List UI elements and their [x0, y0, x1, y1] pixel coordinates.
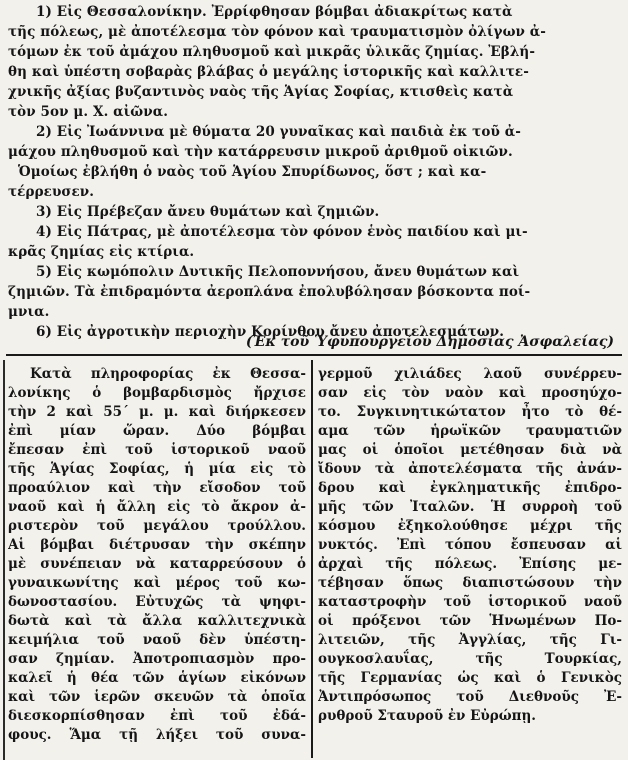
column-line: λονίκης ὁ βομβαρδισμὸς ἤρχισε	[8, 385, 306, 401]
list-item-2-line: 2) Εἰς Ἰωάννινα μὲ θύματα 20 γυναῖκας καὶ παιδιὰ ἐκ τοῦ ἀ-	[36, 124, 521, 140]
list-item-1-line: τῆς πόλεως, μὲ ἀποτέλεσμα τὸν φόνον καὶ τραυματισμὸν ὀλίγων ἀ-	[8, 24, 546, 40]
column-line: καλεῖ ἡ θέα τῶν ἁγίων εἰκόνων	[8, 670, 306, 686]
list-item-5-line: 5) Εἰς κωμόπολιν Δυτικῆς Πελοποννήσου, ἄνευ θυμάτων καὶ	[36, 264, 520, 280]
column-line: τέβησαν ὅπως διαπιστώσουν τὴν	[318, 575, 622, 591]
column-line: μῆς τῶν Ἰταλῶν. Ἡ συρροὴ τοῦ	[318, 499, 622, 515]
source-attribution: (Ἐκ τοῦ Ὑφυπουργείου Δημοσίας Ἀσφαλείας)	[245, 334, 614, 350]
column-line: Ἀντιπρόσωπος τοῦ Διεθνοῦς Ἐ-	[318, 689, 622, 705]
column-line: ναοῦ καὶ ἡ ἄλλη εἰς τὸ ἄκρον ἀ-	[8, 499, 306, 515]
list-item-3-line: 3) Εἰς Πρέβεζαν ἄνευ θυμάτων καὶ ζημιῶν.	[36, 204, 380, 220]
column-line: Κατὰ πληροφορίας ἐκ Θεσσα-	[30, 366, 306, 382]
list-item-2-line: τέρρευσεν.	[8, 184, 95, 200]
column-line: γυναικωνίτης καὶ μέρος τοῦ κω-	[8, 575, 306, 591]
column-line: ουγκοσλαυΐας, τῆς Τουρκίας,	[318, 651, 622, 667]
column-line: φους. Ἅμα τῇ λήξει τοῦ συνα-	[8, 727, 306, 743]
column-line: καταστροφὴν τοῦ ἱστορικοῦ ναοῦ	[318, 594, 622, 610]
column-line: το. Συγκινητικώτατον ἦτο τὸ θέ-	[318, 404, 622, 420]
column-line: γερμοῦ χιλιάδες λαοῦ συνέρρευ-	[318, 366, 622, 382]
list-item-2-line: Ὁμοίως ἐβλήθη ὁ ναὸς τοῦ Ἁγίου Σπυρίδωνος, ὅστ ; καὶ κα-	[18, 164, 487, 180]
column-line: ἀρχαὶ τῆς πόλεως. Ἐπίσης με-	[318, 556, 622, 572]
column-line: τὴν 2 καὶ 55΄ μ. μ. καὶ διήρκεσεν	[8, 404, 306, 420]
column-line: ἴδουν τὰ ἀποτελέσματα τῆς ἀνάν-	[318, 461, 622, 477]
column-line: μας οἱ ὁποῖοι μετέθησαν διὰ νὰ	[318, 442, 622, 458]
column-line: αμα τῶν ἡρωϊκῶν τραυματιῶν	[318, 423, 622, 439]
list-item-5-line: ζημιῶν. Τὰ ἐπιδραμόντα ἀεροπλάνα ἐπολυβόλησαν βόσκοντα ποί-	[8, 284, 531, 300]
column-line: ρυθροῦ Σταυροῦ ἐν Εὐρώπῃ.	[318, 708, 536, 724]
column-line: σαν ζημίαν. Ἀποτροπιασμὸν προ-	[8, 651, 306, 667]
list-item-4-line: κρᾶς ζημίας εἰς κτίρια.	[8, 244, 195, 260]
column-line: δωνοστασίου. Εὐτυχῶς τὰ ψηφι-	[8, 594, 306, 610]
column-line: λιτειῶν, τῆς Ἀγγλίας, τῆς Γι-	[318, 632, 622, 648]
list-item-1-line: τὸν 5ον μ. Χ. αἰῶνα.	[8, 104, 169, 120]
column-border	[3, 360, 5, 760]
column-divider	[311, 360, 313, 758]
list-item-1-line: χνικῆς ἀξίας βυζαντινὸς ναὸς τῆς Ἁγίας Σοφίας, κτισθεὶς κατὰ	[8, 84, 514, 100]
column-line: δωτὰ καὶ τὰ ἄλλα καλλιτεχνικὰ	[8, 613, 306, 629]
column-line: κειμήλια τοῦ ναοῦ δὲν ὑπέστη-	[8, 632, 306, 648]
section-divider	[6, 354, 622, 356]
column-line: νυκτός. Ἐπὶ τόπου ἔσπευσαν αἱ	[318, 537, 622, 553]
list-item-1-line: τόμων ἐκ τοῦ ἀμάχου πληθυσμοῦ καὶ μικρᾶς ὑλικᾶς ζημίας. Ἐβλή-	[8, 44, 536, 60]
column-line: τῆς Γερμανίας ὡς καὶ ὁ Γενικὸς	[318, 670, 622, 686]
list-item-5-line: μνια.	[8, 304, 50, 320]
list-item-6-line: 6) Εἰς ἀγροτικὴν περιοχὴν Κορίνθου ἄνευ ἀποτελεσμάτων.	[36, 324, 505, 340]
column-line: ἔπεσαν ἐπὶ τοῦ ἱστορικοῦ ναοῦ	[8, 442, 306, 458]
list-item-1-line: 1) Εἰς Θεσσαλονίκην. Ἐρρίφθησαν βόμβαι ἀδιακρίτως κατὰ	[36, 4, 513, 20]
column-line: μὲ συνέπειαν νὰ καταρρεύσουν ὁ	[8, 556, 306, 572]
column-line: δρου καὶ ἐγκληματικῆς ἐπιδρο-	[318, 480, 622, 496]
column-line: κόσμου ἐξηκολούθησε μέχρι τῆς	[318, 518, 622, 534]
column-line: ριστερὸν τοῦ μεγάλου τρούλλου.	[8, 518, 306, 534]
article-column-left	[8, 362, 306, 758]
list-item-4-line: 4) Εἰς Πάτρας, μὲ ἀποτέλεσμα τὸν φόνον ἑνὸς παιδίου καὶ μι-	[36, 224, 528, 240]
column-line: καὶ τῶν ἱερῶν σκευῶν τὰ ὁποῖα	[8, 689, 306, 705]
column-line: οἱ πρόξενοι τῶν Ἡνωμένων Πο-	[318, 613, 622, 629]
column-line: ἐπὶ μίαν ὥραν. Δύο βόμβαι	[8, 423, 306, 439]
article-column-right	[318, 362, 622, 758]
column-line: προαύλιον καὶ τὴν εἴσοδον τοῦ	[8, 480, 306, 496]
column-line: σαν εἰς τὸν ναὸν καὶ προσηύχο-	[318, 385, 622, 401]
column-line: Αἱ βόμβαι διέτρυσαν τὴν σκέπην	[8, 537, 306, 553]
list-item-2-line: μάχου πληθυσμοῦ καὶ τὴν κατάρρευσιν μικροῦ ἀριθμοῦ οἰκιῶν.	[8, 144, 513, 160]
list-item-1-line: θη καὶ ὑπέστη σοβαρὰς βλάβας ὁ μεγάλης ἱστορικῆς καὶ καλλιτε-	[8, 64, 529, 80]
column-line: τῆς Ἁγίας Σοφίας, ἡ μία εἰς τὸ	[8, 461, 306, 477]
column-line: διεσκορπίσθησαν ἐπὶ τοῦ ἐδά-	[8, 708, 306, 724]
